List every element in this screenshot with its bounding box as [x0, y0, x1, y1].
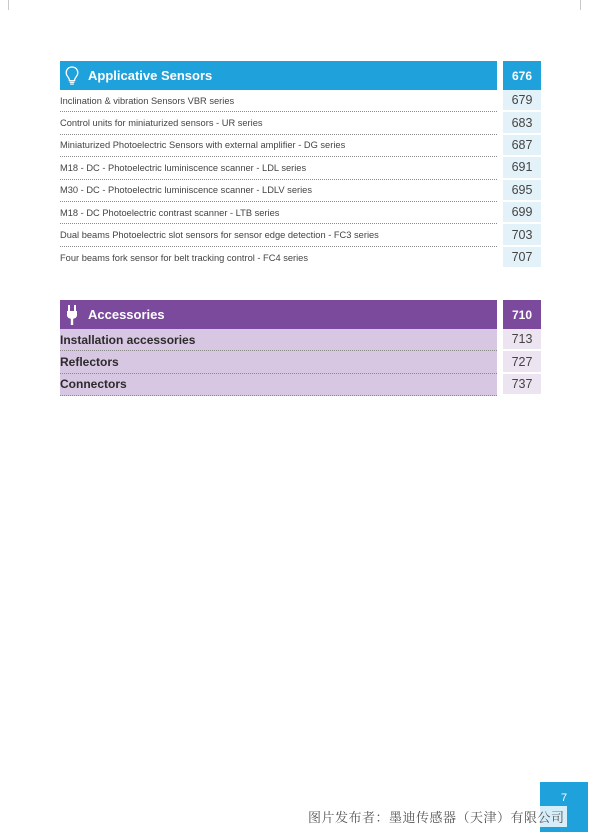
toc-entry-page: 691 [503, 157, 541, 179]
toc-entry-label: Miniaturized Photoelectric Sensors with external amplifier - DG series [60, 135, 497, 157]
crop-mark [580, 0, 581, 10]
toc-entry-page: 737 [503, 374, 541, 396]
toc-entry-page: 687 [503, 135, 541, 157]
plug-icon [60, 300, 84, 329]
watermark-text: 图片发布者：墨迪传感器（天津）有限公司 [306, 806, 567, 827]
toc-row[interactable] [60, 351, 541, 373]
toc-row[interactable] [60, 90, 541, 112]
toc-entry-page: 707 [503, 247, 541, 269]
section-accessories [60, 300, 541, 396]
toc-entry-label: Four beams fork sensor for belt tracking control - FC4 series [60, 252, 309, 263]
section-page-number: 710 [503, 300, 541, 329]
toc-entry-page: 695 [503, 180, 541, 202]
section-page-number: 676 [503, 61, 541, 90]
section-header[interactable] [60, 61, 541, 90]
toc-entry-label: Control units for miniaturized sensors - UR series [60, 112, 497, 134]
toc-entry-page: 679 [503, 90, 541, 112]
toc-entry-label: Connectors [60, 374, 497, 396]
toc-entry-label: Inclination & vibration Sensors VBR series [60, 90, 497, 112]
toc-row[interactable] [60, 374, 541, 396]
toc-row[interactable] [60, 135, 541, 157]
toc-entry-label: M30 - DC - Photoelectric luminiscence scanner - LDLV series [60, 180, 497, 202]
section-title: Applicative Sensors [88, 68, 213, 83]
page-number: 7 [560, 792, 568, 804]
toc-row[interactable] [60, 157, 541, 179]
toc-entry-page: 727 [503, 351, 541, 373]
lightbulb-icon [60, 61, 84, 90]
toc-row[interactable] [60, 180, 541, 202]
toc-row[interactable] [60, 202, 541, 224]
crop-mark [8, 0, 9, 10]
toc-entry-label: Reflectors [60, 351, 497, 373]
section-header[interactable] [60, 300, 541, 329]
toc-entry-page: 683 [503, 112, 541, 134]
section-applicative-sensors [60, 61, 541, 269]
toc-entry-label: Dual beams Photoelectric slot sensors for sensor edge detection - FC3 series [60, 224, 497, 246]
toc-entry-label: M18 - DC Photoelectric contrast scanner - LTB series [60, 202, 497, 224]
toc-entry-label: M18 - DC - Photoelectric luminiscence scanner - LDL series [60, 157, 497, 179]
toc-entry-label: Installation accessories [60, 329, 497, 351]
section-title: Accessories [88, 307, 165, 322]
toc-row[interactable] [60, 329, 541, 351]
toc-row[interactable] [60, 247, 541, 269]
toc-row[interactable] [60, 112, 541, 134]
toc-entry-page: 703 [503, 224, 541, 246]
toc-row[interactable] [60, 224, 541, 246]
toc-entry-page: 699 [503, 202, 541, 224]
toc-entry-page: 713 [503, 329, 541, 351]
